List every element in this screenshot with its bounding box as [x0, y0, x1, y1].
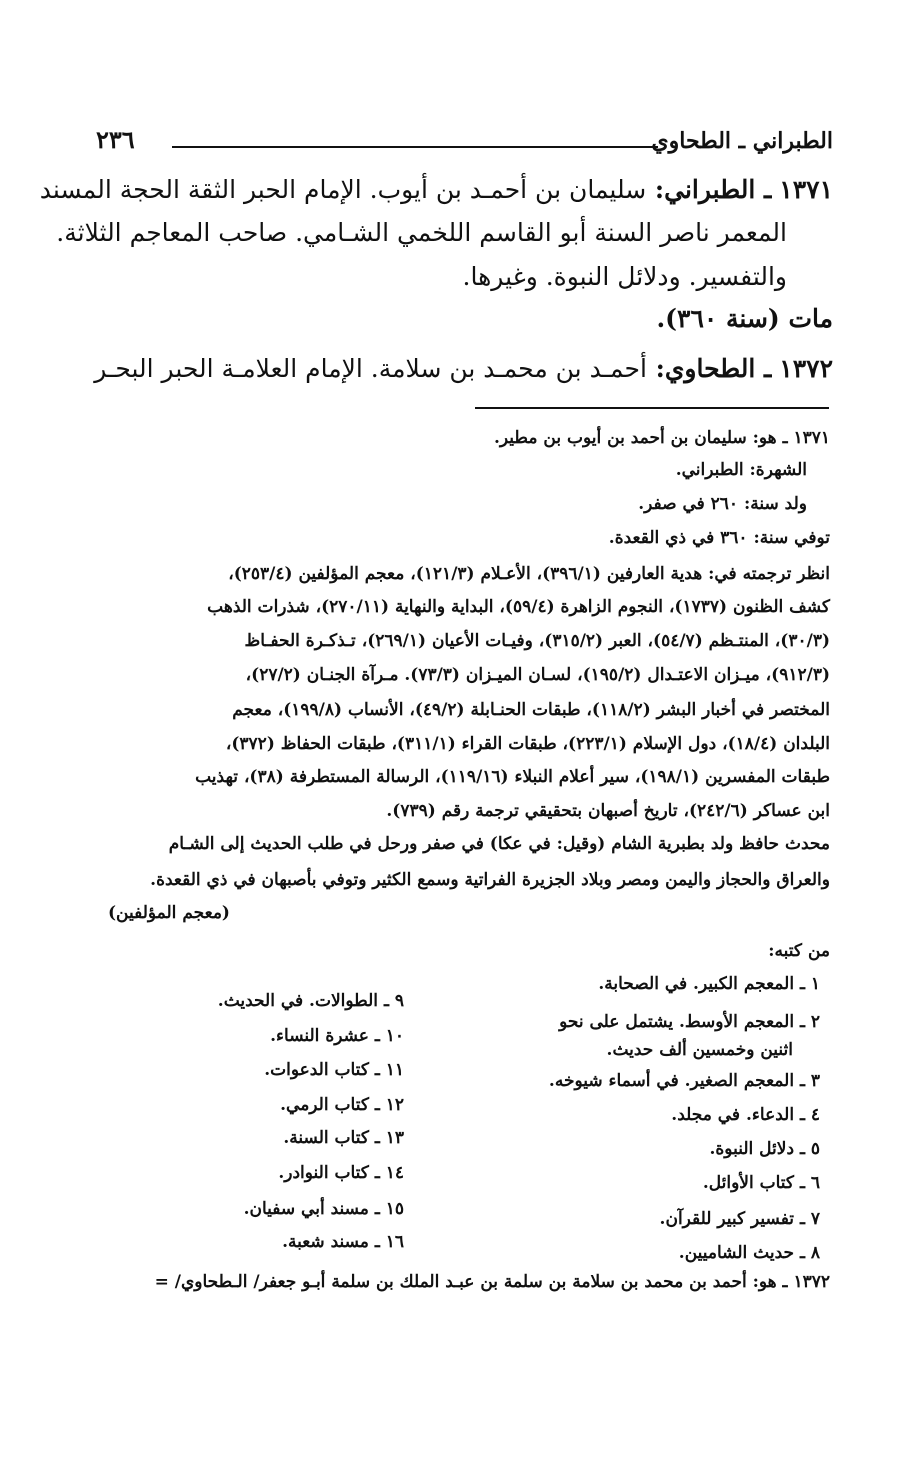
entry-text: سليمان بن أحمـد بن أيوب. الإمام الحبر الثقة الحجة المسند — [39, 175, 647, 204]
book-item: ١٠ ـ عشرة النساء. — [270, 1026, 404, 1046]
book-item: ٨ ـ حديث الشاميين. — [678, 1243, 820, 1263]
entry-number: ١٣٧١ — [779, 175, 833, 204]
footnote-citation: (معجم المؤلفين) — [108, 903, 230, 923]
entry-1371-line-3: والتفسير. ودلائل النبوة. وغيرها. — [462, 262, 787, 291]
footnote-line: والعراق والحجاز واليمن ومصر وبلاد الجزيرة الفراتية وسمع الكثير وتوفي بأصبهان في ذي القعدة. — [150, 870, 830, 890]
footnote-line: كشف الظنون (١٧٣٧)، النجوم الزاهرة (٥٩/٤)، البداية والنهاية (٢٧٠/١١)، شذرات الذهب — [207, 597, 830, 617]
footnote-line: ولد سنة: ٢٦٠ في صفر. — [638, 494, 807, 514]
entry-text: أحمـد بن محمـد بن سلامة. الإمام العلامـة الحبر البحـر — [94, 354, 647, 383]
entry-1372-line-1: ١٣٧٢ ـ الطحاوي: أحمـد بن محمـد بن سلامة. الإمام العلامـة الحبر البحـر — [94, 354, 833, 383]
footnote-line: ١٣٧١ ـ هو: سليمان بن أحمد بن أيوب بن مطير. — [493, 428, 830, 448]
book-item: ١٢ ـ كتاب الرمي. — [280, 1095, 404, 1115]
entry-name: الطحاوي — [664, 354, 756, 383]
book-item: ٥ ـ دلائل النبوة. — [709, 1139, 820, 1159]
footnote-line: محدث حافظ ولد بطبرية الشام (وقيل: في عكا) في صفر ورحل في طلب الحديث إلى الشـام — [168, 834, 830, 854]
book-item: ٢ ـ المعجم الأوسط. يشتمل على نحو — [559, 1012, 820, 1032]
footnote-line: طبقات المفسرين (١٩٨/١)، سير أعلام النبلاء (١١٩/١٦)، الرسالة المستطرفة (٣٨)، تهذيب — [195, 767, 830, 787]
footnote-line-1372: ١٣٧٢ ـ هو: أحمد بن محمد بن سلامة بن سلمة بن عبـد الملك بن سلمة أبـو جعفر/ الـطحاوي/ = — [154, 1272, 830, 1292]
book-item: ٤ ـ الدعاء. في مجلد. — [671, 1105, 820, 1125]
entry-1371-death: مات (سنة ٣٦٠). — [656, 304, 833, 333]
footnote-rule — [475, 407, 829, 409]
footnote-line: المختصر في أخبار البشر (١١٨/٢)، طبقات الحنـابلة (٤٩/٢)، الأنساب (١٩٩/٨)، معجم — [232, 700, 830, 720]
footnote-line: ابن عساكر (٢٤٢/٦)، تاريخ أصبهان بتحقيقي ترجمة رقم (٧٣٩). — [386, 801, 830, 821]
book-item: ١ ـ المعجم الكبير. في الصحابة. — [598, 974, 820, 994]
book-item: ١٦ ـ مسند شعبة. — [282, 1232, 404, 1252]
entry-name: الطبراني — [664, 175, 756, 204]
books-heading: من كتبه: — [768, 941, 830, 961]
footnote-line: (٩١٢/٣)، ميـزان الاعتـدال (١٩٥/٢)، لسـان الميـزان (٧٣/٣). مـرآة الجنـان (٢٧/٢)، — [245, 665, 830, 685]
footnote-line: انظر ترجمته في: هدية العارفين (٣٩٦/١)، الأعـلام (١٢١/٣)، معجم المؤلفين (٢٥٣/٤)، — [228, 564, 830, 584]
book-item-continuation: اثنين وخمسين ألف حديث. — [606, 1040, 793, 1060]
running-header-title: الطبراني ـ الطحاوي — [651, 128, 833, 154]
book-item: ١٣ ـ كتاب السنة. — [283, 1128, 404, 1148]
entry-1371-line-2: المعمر ناصر السنة أبو القاسم اللخمي الشـامي. صاحب المعاجم الثلاثة. — [56, 218, 787, 247]
entry-number: ١٣٧٢ — [779, 354, 833, 383]
header-rule — [172, 146, 658, 148]
book-item: ٧ ـ تفسير كبير للقرآن. — [659, 1209, 820, 1229]
book-item: ٦ ـ كتاب الأوائل. — [702, 1173, 820, 1193]
page-number: ٢٣٦ — [96, 125, 135, 154]
book-item: ١٤ ـ كتاب النوادر. — [278, 1163, 404, 1183]
book-item: ٩ ـ الطوالات. في الحديث. — [217, 991, 404, 1011]
book-item: ٣ ـ المعجم الصغير. في أسماء شيوخه. — [548, 1071, 820, 1091]
footnote-line: توفي سنة: ٣٦٠ في ذي القعدة. — [608, 528, 830, 548]
book-item: ١١ ـ كتاب الدعوات. — [264, 1060, 404, 1080]
entry-1371-line-1: ١٣٧١ ـ الطبراني: سليمان بن أحمـد بن أيوب. الإمام الحبر الثقة الحجة المسند — [39, 175, 833, 204]
footnote-line: البلدان (١٨/٤)، دول الإسلام (٢٢٣/١)، طبقات القراء (٣١١/١)، طبقات الحفاظ (٣٧٢)، — [225, 734, 830, 754]
footnote-line: (٣٠/٣)، المنتـظم (٥٤/٧)، العبر (٣١٥/٢)، وفيـات الأعيان (٢٦٩/١)، تـذكـرة الحفـاظ — [244, 631, 830, 651]
footnote-line: الشهرة: الطبراني. — [675, 460, 807, 480]
book-item: ١٥ ـ مسند أبي سفيان. — [243, 1199, 404, 1219]
